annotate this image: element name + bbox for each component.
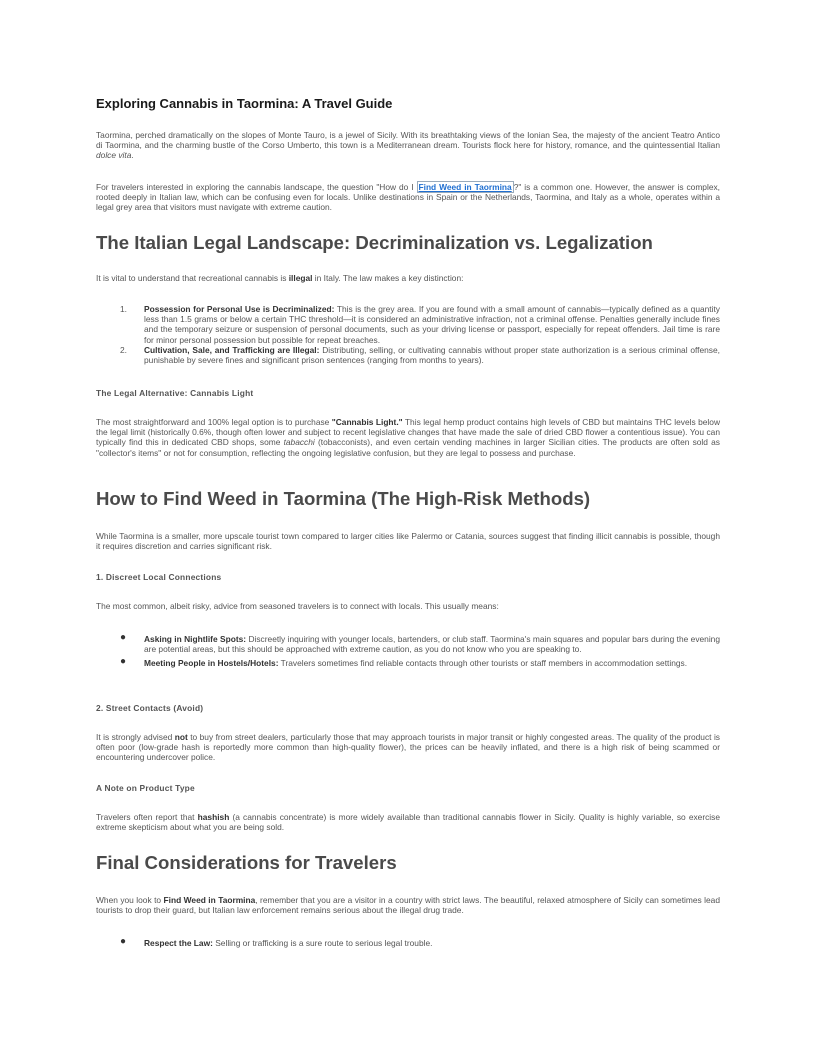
street-contacts-paragraph — [96, 732, 720, 763]
legal-ordered-list — [96, 304, 720, 365]
local-connections-subheading: 1. Discreet Local Connections — [96, 572, 222, 582]
list-item-bold: Respect the Law: — [144, 938, 213, 948]
intro-text: Taormina, perched dramatically on the slopes of Monte Tauro, is a jewel of Sicily. With its breathtaking views of the Ionian Sea, the majesty of the ancient Teatro Antico di Taormina, and the charming bustle of the Corso Umberto, this town is a Mediterranean dream. Tourists flock here for history, romance, and the quintessential Italian — [96, 130, 720, 151]
find-weed-bold: Find Weed in Taormina — [163, 895, 256, 905]
list-item-bold: Cultivation, Sale, and Trafficking are Illegal: — [144, 344, 320, 355]
cannabis-light-bold: "Cannabis Light." — [331, 417, 403, 427]
list-item-text: Discreetly inquiring with younger locals, bartenders, or club staff. Taormina's main squares and popular bars during the evening are potential areas, but this should be approached with extreme caution, as you do not know who you are speaking to. — [144, 634, 720, 655]
intro-paragraph-1 — [96, 130, 720, 161]
illegal-bold: illegal — [288, 273, 313, 283]
list-item-text: This is the grey area. If you are found with a small amount of cannabis—typically defined as a quantity less than 1.5 grams or below a certain THC threshold—it is considered an administrative infraction, not a criminal offense. Penalties generally include fines and the temporary seizure or suspension of personal documents, such as your driving license or passport, especially for repeat offenders. Jail time is rare for minor personal possession but possible for repeat breaches. — [144, 304, 720, 345]
final-list — [96, 938, 720, 948]
intro-p2-pre: For travelers interested in exploring the cannabis landscape, the question "How do I — [96, 182, 417, 192]
list-item-bold: Possession for Personal Use is Decriminalized: — [144, 304, 335, 314]
list-number: 1. — [120, 304, 127, 314]
intro-paragraph-2 — [96, 182, 720, 213]
product-type-paragraph — [96, 812, 720, 832]
list-item — [96, 658, 720, 668]
legal-p1-pre: It is vital to understand that recreational cannabis is — [96, 273, 289, 283]
list-item-bold: Meeting People in Hostels/Hotels: — [144, 658, 279, 669]
find-paragraph-1: While Taormina is a smaller, more upscale tourist town compared to larger cities like Palermo or Catania, sources suggest that finding illicit cannabis is possible, though it requires discretion and carries significant risk. — [96, 531, 720, 552]
street-contacts-subheading: 2. Street Contacts (Avoid) — [96, 703, 204, 713]
alt-pre: The most straightforward and 100% legal option is to purchase — [96, 417, 332, 427]
product-type-subheading: A Note on Product Type — [96, 783, 195, 793]
page-title: Exploring Cannabis in Taormina: A Travel Guide — [96, 96, 393, 111]
intro-p2-post: ?" is a common one. However, the answer is complex, rooted deeply in Italian law, which can be confusing even for locals. Unlike destinations in Spain or the Netherlands, Taormina, and Italy as a whole, operates within a legal grey area that visitors must navigate with extreme caution. — [96, 182, 720, 213]
p4-pre: Travelers often report that — [96, 812, 198, 822]
find-heading: How to Find Weed in Taormina (The High-Risk Methods) — [96, 488, 591, 509]
final-heading: Final Considerations for Travelers — [96, 852, 397, 873]
alt-post: (tobacconists), and even certain vending machines in larger Sicilian cities. The products are often sold as "collector's items" or not for consumption, reflecting the ongoing legislative confusion, but they are legal to possess and purchase. — [96, 437, 720, 458]
final-p1-post: , remember that you are a visitor in a country with strict laws. The beautiful, relaxed atmosphere of Sicily can sometimes lead tourists to drop their guard, but Italian law enforcement remains serious about the illegal drug trade. — [96, 895, 720, 916]
intro-end: . — [131, 150, 134, 161]
cannabis-light-paragraph — [96, 417, 720, 458]
list-item — [96, 634, 720, 654]
bullet-icon: ● — [120, 632, 127, 643]
p3-post: to buy from street dealers, particularly those that may approach tourists in major transit or highly congested areas. The quality of the product is often poor (low-grade hash is reportedly more common than high-quality flower), the prices can be heavily inflated, and there is a high risk of being scammed or encountering undercover police. — [96, 732, 720, 763]
bullet-icon: ● — [120, 936, 127, 947]
legal-paragraph — [96, 273, 720, 283]
final-paragraph — [96, 895, 720, 915]
list-item — [96, 304, 720, 345]
tabacchi-italic: tabacchi — [283, 437, 315, 448]
list-number: 2. — [120, 344, 127, 355]
cannabis-light-subheading: The Legal Alternative: Cannabis Light — [96, 388, 254, 398]
final-p1-pre: When you look to — [96, 895, 164, 905]
local-connections-list — [96, 634, 720, 669]
list-item-text: Distributing, selling, or cultivating cannabis without proper state authorization is a serious criminal offense, punishable by severe fines and significant prison sentences (ranging from months to years). — [144, 344, 720, 366]
list-item-text: Selling or trafficking is a sure route to serious legal trouble. — [212, 938, 433, 948]
list-item-text: Travelers sometimes find reliable contacts through other tourists or staff members in accommodation settings. — [278, 658, 688, 669]
legal-heading: The Italian Legal Landscape: Decriminalization vs. Legalization — [96, 232, 653, 253]
p3-pre: It is strongly advised — [96, 732, 175, 742]
not-bold: not — [174, 732, 188, 742]
dolce-vita-italic: dolce vita — [96, 150, 132, 161]
find-weed-link[interactable]: Find Weed in Taormina — [418, 182, 512, 192]
legal-p1-post: in Italy. The law makes a key distinction: — [312, 273, 464, 283]
find-paragraph-2: The most common, albeit risky, advice from seasoned travelers is to connect with locals. This usually means: — [96, 601, 499, 611]
list-item — [96, 345, 720, 365]
alt-mid: This legal hemp product contains high levels of CBD but maintains THC levels below the legal limit (historically 0.6%, though often lower and subject to recent legislative changes that have made the sale of dried CBD flower a contentious issue). You can typically find this in dedicated CBD shops, some — [96, 417, 720, 448]
hashish-bold: hashish — [197, 812, 230, 822]
list-item-bold: Asking in Nightlife Spots: — [144, 634, 247, 644]
list-item — [96, 938, 720, 948]
bullet-icon: ● — [120, 656, 127, 668]
p4-post: (a cannabis concentrate) is more widely available than traditional cannabis flower in Sicily. Quality is highly variable, so exercise extreme skepticism about what you are being sold. — [96, 812, 720, 833]
